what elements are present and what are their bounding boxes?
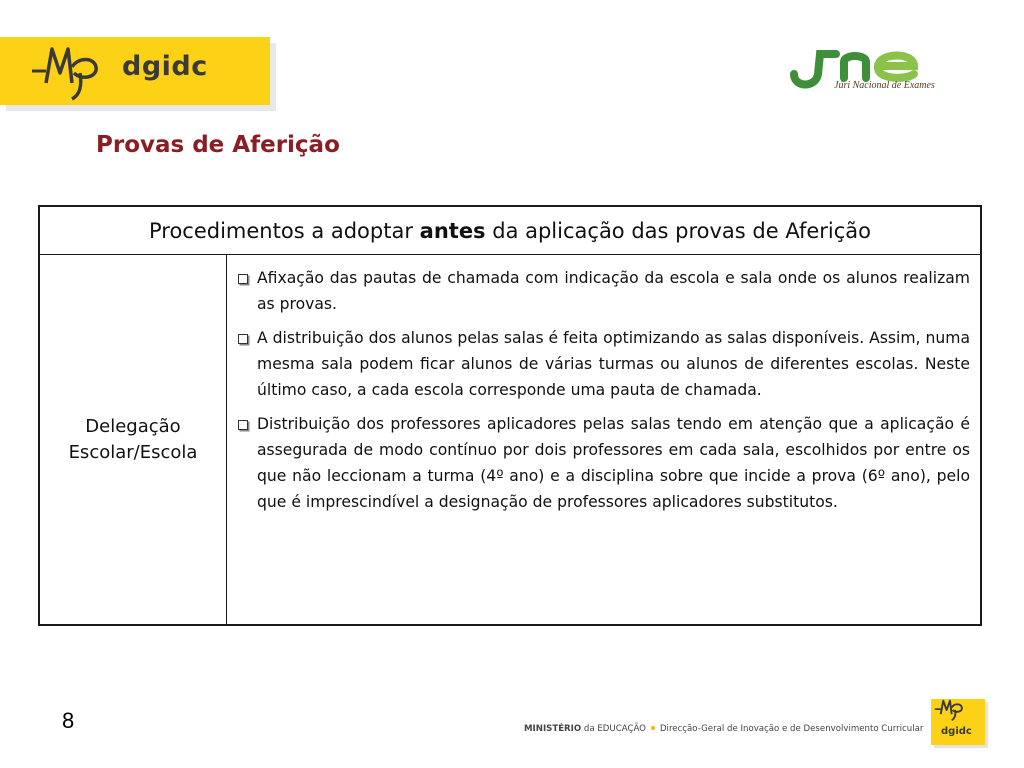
- list-item: [237, 325, 970, 403]
- page-number: 8: [62, 708, 75, 733]
- me-emblem-icon: [28, 43, 108, 103]
- dgidc-logo: [0, 37, 270, 105]
- page-title: Provas de Aferição: [96, 132, 340, 158]
- list-item: [237, 411, 970, 515]
- checkbox-bullet-icon: [238, 274, 248, 284]
- checkbox-bullet-icon: [238, 334, 248, 344]
- procedures-table: [38, 205, 982, 626]
- me-emblem-small-icon: [933, 699, 967, 721]
- dgidc-small-logo: [931, 699, 985, 745]
- responsible-cell: [40, 255, 227, 624]
- list-item-text: Afixação das pautas de chamada com indicação da escola e sala onde os alunos realizam as provas.: [257, 269, 970, 313]
- list-item-text: Distribuição dos professores aplicadores pelas salas tendo em atenção que a aplicação é assegurada de modo contínuo por dois professores em cada sala, escolhidos por entre os que não leccionam a turma (4º ano) e a disciplina sobre que incide a prova (6º ano), pelo que é imprescindível a designação de professores aplicadores substitutos.: [257, 415, 970, 511]
- footer-direction: Direcção-Geral de Inovação e de Desenvolvimento Curricular: [659, 724, 924, 734]
- table-heading: [40, 207, 980, 255]
- dgidc-small-logo-text: dgidc: [941, 726, 972, 737]
- footer-ministry-rest: da EDUCAÇÃO: [581, 724, 646, 734]
- dgidc-logo-text: dgidc: [122, 51, 208, 82]
- table-heading-post: da aplicação das provas de Aferição: [485, 219, 871, 243]
- list-item-text: A distribuição dos alunos pelas salas é feita optimizando as salas disponíveis. Assim, numa mesma sala podem ficar alunos de várias turmas ou alunos de diferentes escolas. Neste último caso, a cada escola corresponde uma pauta de chamada.: [257, 329, 970, 399]
- list-item: [237, 265, 970, 317]
- footer-ministry-name: MINISTÉRIO: [524, 724, 582, 734]
- jne-logo: [786, 44, 966, 100]
- footer-ministry: [524, 724, 923, 734]
- table-heading-pre: Procedimentos a adoptar: [148, 219, 420, 243]
- procedures-cell: [227, 255, 980, 624]
- table-heading-bold: antes: [419, 219, 486, 243]
- bullet-dot-icon: [651, 726, 655, 730]
- responsible-line-1: Delegação: [85, 415, 181, 437]
- jne-logo-subtitle: Júri Nacional de Exames: [834, 80, 935, 91]
- responsible-line-2: Escolar/Escola: [68, 441, 198, 463]
- checkbox-bullet-icon: [238, 420, 248, 430]
